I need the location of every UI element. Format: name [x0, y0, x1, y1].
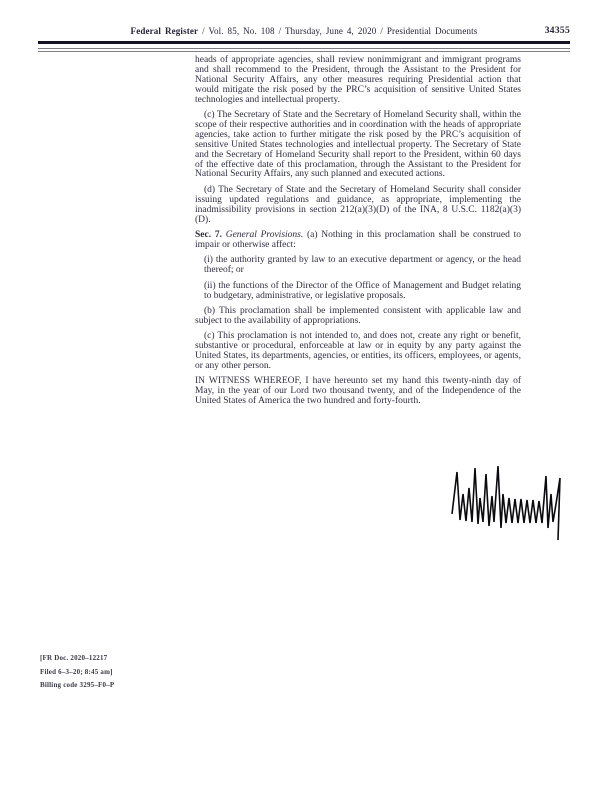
paragraph-sec7-heading: [195, 231, 521, 251]
issue-info: / Vol. 85, No. 108 / Thursday, June 4, 2020 / Presidential Documents: [198, 26, 478, 36]
sec7-title: General Provisions.: [225, 230, 307, 240]
paragraph-sec6-c: (c) The Secretary of State and the Secretary of Homeland Security shall, within the scope of their respective authorities and in coordination with the heads of appropriate agencies, take action to further mitigate the risk posed by the PRC’s acquisition of sensitive United States technologies and intellectual property. The Secretary of State and the Secretary of Homeland Security shall report to the President, within 60 days of the effective date of this proclamation, through the Assistant to the President for National Security Affairs, any such planned and executed actions.: [195, 110, 521, 180]
header-rule-double: [38, 48, 570, 52]
billing-code-line: Billing code 3295–F0–P: [40, 681, 115, 689]
journal-title: Federal Register: [130, 26, 199, 36]
presidential-signature: [446, 458, 578, 552]
paragraph-sec7-item-i: (i) the authority granted by law to an executive department or agency, or the head thereof; or: [204, 255, 521, 276]
paragraph-witness: IN WITNESS WHEREOF, I have hereunto set my hand this twenty-ninth day of May, in the year of our Lord two thousand twenty, and of the Independence of the United States of America the two hundred and forty-fourth.: [195, 376, 521, 407]
fr-doc-line: [FR Doc. 2020–12217: [40, 654, 108, 662]
paragraph-sec7-b: (b) This proclamation shall be implemented consistent with applicable law and subject to the availability of appropriations.: [195, 305, 521, 326]
paragraph-sec7-item-ii: (ii) the functions of the Director of the Office of Management and Budget relating to budgetary, administrative, or legislative proposals.: [204, 280, 521, 301]
document-body: [195, 56, 521, 413]
paragraph-sec7-c: (c) This proclamation is not intended to, and does not, create any right or benefit, substantive or procedural, enforceable at law or in equity by any party against the United States, its departments, agencies, or entities, its officers, employees, or agents, or any other person.: [195, 331, 521, 371]
header-citation: [131, 26, 478, 36]
filed-line: Filed 6–3–20; 8:45 am]: [40, 667, 113, 676]
signature-icon: [446, 458, 578, 552]
page-number: 34355: [544, 26, 570, 36]
paragraph-sec6-d: (d) The Secretary of State and the Secretary of Homeland Security shall consider issuing updated regulations and guidance, as appropriate, implementing the inadmissibility provisions in section 212(a)(3)(D) of the INA, 8 U.S.C. 1182(a)(3)(D).: [195, 184, 521, 225]
page-header: [38, 26, 570, 37]
sec7-lead: (a) Nothing in this proclamation shall be construed to impair or otherwise affect:: [195, 230, 522, 250]
filing-footer: [40, 652, 114, 693]
header-rule-thick: [38, 41, 570, 44]
sec7-label: Sec. 7.: [195, 230, 226, 240]
paragraph-continuation: heads of appropriate agencies, shall review nonimmigrant and immigrant programs and shall recommend to the President, through the Assistant to the President for National Security Affairs, any other measures requiring Presidential action that would mitigate the risk posed by the PRC’s acquisition of sensitive United States technologies and intellectual property.: [195, 55, 521, 105]
